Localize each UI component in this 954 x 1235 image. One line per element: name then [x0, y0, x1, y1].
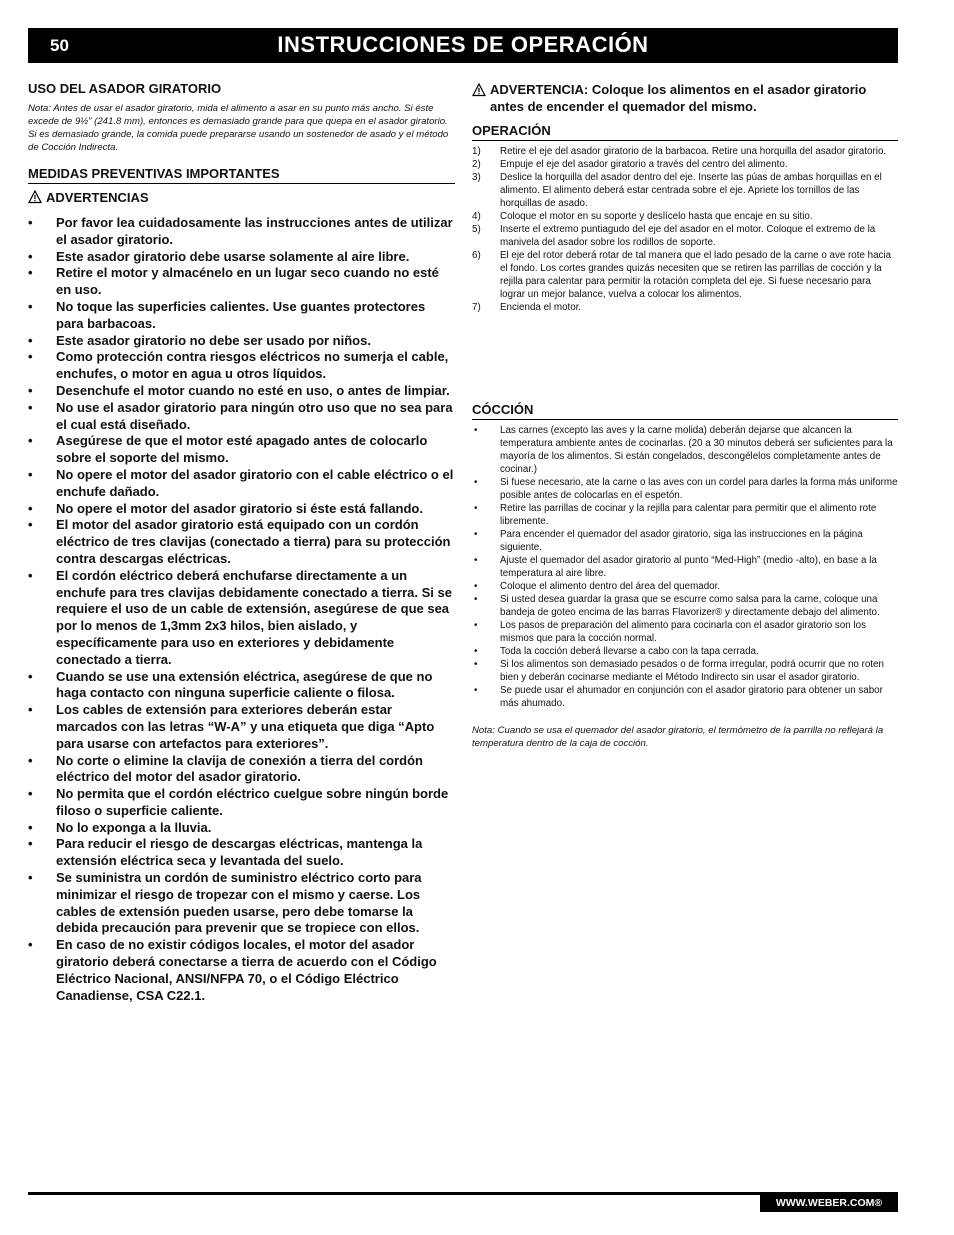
warnings-list [28, 215, 455, 1004]
list-item: • Este asador giratorio no debe ser usado por niños. [28, 332, 371, 348]
list-item: • No permita que el cordón eléctrico cuelgue sobre ningún borde filoso o superficie caliente. [28, 786, 449, 818]
list-item: • Asegúrese de que el motor esté apagado antes de colocarlo sobre el soporte del mismo. [28, 433, 428, 466]
list-item: • No lo exponga a la lluvia. [28, 819, 212, 835]
cooking-title: CÓCCIÓN [472, 402, 898, 420]
list-item: • Por favor lea cuidadosamente las instrucciones antes de utilizar el asador giratorio. [28, 215, 453, 247]
list-item: • Las carnes (excepto las aves y la carne molida) deberán dejarse que alcancen la temperatura ambiente antes de cocinarlas. (20 a 30 minutos deberá ser suficientes para la mayoría de los alimentos. Si están congelados, descongélelos completamente antes de cocinar.) [474, 425, 893, 475]
list-item: • Si usted desea guardar la grasa que se escurre como salsa para la carne, coloque una bandeja de goteo encima de las barras Flavorizer® y directamente debajo del alimento. [474, 594, 880, 618]
list-item: • Este asador giratorio debe usarse solamente al aire libre. [28, 248, 410, 264]
warning-triangle-icon [28, 190, 42, 204]
list-item: 7) Encienda el motor. [472, 302, 582, 313]
right-column [472, 81, 898, 750]
list-item: • Como protección contra riesgos eléctricos no sumerja el cable, enchufes, o motor en agua u otros líquidos. [28, 349, 449, 382]
operation-steps [472, 145, 898, 314]
list-item: • El cordón eléctrico deberá enchufarse directamente a un enchufe para tres clavijas debidamente conectado a tierra. Si se requiere el uso de un cable de extensión, asegúrese de que sea por lo menos de 1,3mm 2x3 hilos, bien aislado, y específicamente para uso en exteriores y debidamente conectado a tierra. [28, 567, 452, 667]
header-bar [28, 28, 898, 63]
list-item: 5) Inserte el extremo puntiagudo del eje del asador en el motor. Coloque el extremo de la manivela del asador sobre los rodillos de soporte. [472, 224, 876, 248]
list-item: • Se suministra un cordón de suministro eléctrico corto para minimizar el riesgo de tropezar con el mismo y caerse. Los cables de extensión pueden usarse, pero debe tomarse la debida precaución para prevenir que se tropiece con ellos. [28, 870, 422, 936]
list-item: 6) El eje del rotor deberá rotar de tal manera que el lado pesado de la carne o ave rote hacia el fondo. Los cortes grandes quizás necesiten que se retiren las parrillas de cocción y la rejilla para calentar para permitir la rotación completa del eje. Si fuese necesario para lograr un mejor balance, vuelva a colocar los alimentos. [472, 250, 892, 300]
list-item: • En caso de no existir códigos locales, el motor del asador giratorio deberá conectarse a tierra de acuerdo con el Código Eléctrico Nacional, ANSI/NFPA 70, o el Código Eléctrico Canadiense, CSA C22.1. [28, 937, 437, 1003]
list-item: • No opere el motor del asador giratorio si éste está fallando. [28, 500, 423, 516]
list-item: • Los cables de extensión para exteriores deberán estar marcados con las letras “W-A” y una etiqueta que diga “Apto para usarse con artefactos para exteriores”. [28, 702, 435, 751]
section-title: USO DEL ASADOR GIRATORIO [28, 81, 222, 96]
page-number: 50 [50, 36, 69, 55]
list-item: 2) Empuje el eje del asador giratorio a través del centro del alimento. [472, 159, 788, 170]
list-item: • Los pasos de preparación del alimento para cocinarla con el asador giratorio son los mismos que para la cocción normal. [474, 620, 866, 644]
operation-title: OPERACIÓN [472, 123, 898, 141]
list-item: 3) Deslice la horquilla del asador dentro del eje. Inserte las púas de ambas horquillas en el alimento. El alimento deberá estar centrada sobre el eje. Apriete los tornillos de las horquillas de asado. [472, 172, 882, 209]
list-item: • Para reducir el riesgo de descargas eléctricas, mantenga la extensión eléctrica seca y levantada del suelo. [28, 836, 423, 869]
cooking-list [472, 424, 898, 710]
thermometer-note: Nota: Cuando se usa el quemador del asador giratorio, el termómetro de la parrilla no reflejará la temperatura dentro de la caja de cocción. [472, 725, 884, 749]
list-item: • Toda la cocción deberá llevarse a cabo con la tapa cerrada. [474, 646, 759, 657]
size-note: Nota: Antes de usar el asador giratorio, mida el alimento a asar en su punto más ancho. Si éste excede de 9½” (241.8 mm), entonces es demasiado grande para que quepa en el asador giratorio. Si es demasiado grande, la comida puede prepararse usando un sostenedor de asado y el método de Cocción Indirecta. [28, 103, 449, 153]
list-item: • No toque las superficies calientes. Use guantes protectores para barbacoas. [28, 298, 426, 331]
list-item: 4) Coloque el motor en su soporte y deslícelo hasta que encaje en su sitio. [472, 211, 813, 222]
list-item: • No corte o elimine la clavija de conexión a tierra del cordón eléctrico del motor del asador giratorio. [28, 752, 424, 785]
list-item: • El motor del asador giratorio está equipado con un cordón eléctrico de tres clavijas (conectado a tierra) para su protección contra descargas eléctricas. [28, 517, 451, 566]
warnings-title: ADVERTENCIAS [46, 190, 149, 205]
website-url: WWW.WEBER.COM® [760, 1195, 898, 1212]
warnings-heading [28, 190, 455, 205]
list-item: • Retire el motor y almacénelo en un lugar seco cuando no esté en uso. [28, 265, 439, 298]
list-item: • Coloque el alimento dentro del área del quemador. [474, 581, 721, 592]
list-item: • Cuando se use una extensión eléctrica, asegúrese de que no haga contacto con ninguna superficie caliente o filosa. [28, 668, 433, 701]
list-item: 1) Retire el eje del asador giratorio de la barbacoa. Retire una horquilla del asador giratorio. [472, 146, 887, 157]
subsection-title: MEDIDAS PREVENTIVAS IMPORTANTES [28, 166, 455, 184]
list-item: • Para encender el quemador del asador giratorio, siga las instrucciones en la página siguiente. [474, 529, 863, 553]
list-item: • Si fuese necesario, ate la carne o las aves con un cordel para darles la forma más uniforme posible antes de colocarlas en el espetón. [474, 477, 898, 501]
list-item: • Desenchufe el motor cuando no esté en uso, o antes de limpiar. [28, 382, 450, 398]
list-item: • Se puede usar el ahumador en conjunción con el asador giratorio para obtener un sabor más ahumado. [474, 685, 883, 709]
list-item: • No use el asador giratorio para ningún otro uso que no sea para el cual está diseñado. [28, 399, 453, 432]
page-title: INSTRUCCIONES DE OPERACIÓN [277, 32, 649, 57]
list-item: • Si los alimentos son demasiado pesados o de forma irregular, podrá ocurrir que no roten bien y deberán cocinarse mediante el Método Indirecto sin usar el asador giratorio. [474, 659, 884, 683]
warning-triangle-icon [472, 83, 486, 97]
rotisserie-warning [472, 81, 898, 115]
warning-text: ADVERTENCIA: Coloque los alimentos en el asador giratorio antes de encender el quemador del mismo. [490, 82, 867, 114]
list-item: • No opere el motor del asador giratorio con el cable eléctrico o el enchufe dañado. [28, 466, 454, 499]
left-column [28, 81, 455, 1004]
list-item: • Retire las parrillas de cocinar y la rejilla para calentar para permitir que el alimento rote libremente. [474, 503, 877, 527]
list-item: • Ajuste el quemador del asador giratorio al punto “Med-High” (medio -alto), en base a la temperatura al aire libre. [474, 555, 877, 579]
